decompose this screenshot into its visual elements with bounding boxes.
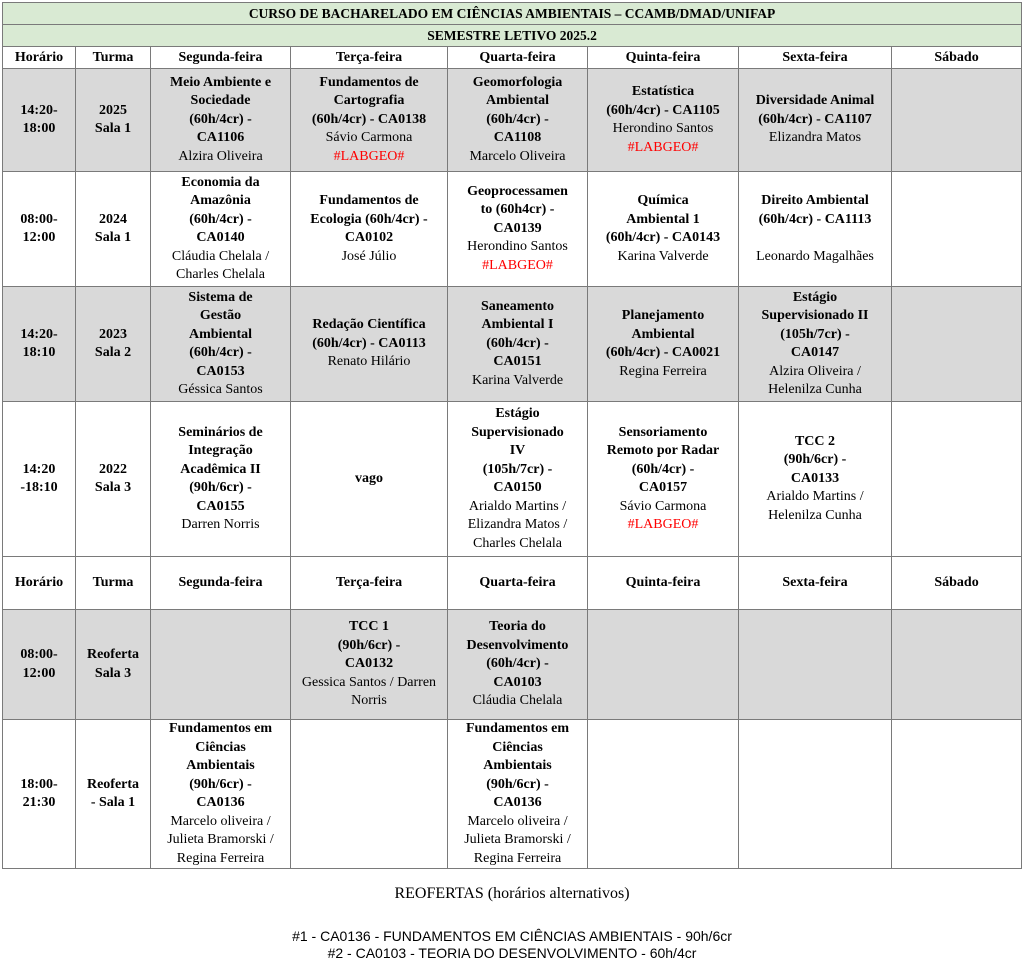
turma-cell <box>76 287 151 402</box>
course-cell <box>291 720 448 869</box>
cell-line: Regina Ferreira <box>473 850 562 866</box>
course-cell <box>291 69 448 172</box>
cell-line: Seminários de <box>178 424 263 440</box>
time-slot <box>3 720 76 869</box>
cell-line: Charles Chelala <box>472 535 563 551</box>
time-slot <box>3 402 76 557</box>
schedule-row <box>3 287 1022 402</box>
course-cell <box>151 720 291 869</box>
header-terca: Terça-feira <box>291 557 448 610</box>
cell-line: (90h/6cr) - <box>189 480 252 495</box>
cell-line: Darren Norris <box>181 517 260 532</box>
course-cell <box>588 172 739 287</box>
cell-line: Ambientais <box>483 758 552 773</box>
cell-line: (60h/4cr) - CA0113 <box>312 335 426 351</box>
header-row <box>3 47 1022 69</box>
cell-line: (60h/4cr) - <box>486 111 549 127</box>
cell-line: (60h/4cr) - <box>189 345 252 360</box>
header-segunda: Segunda-feira <box>151 47 291 69</box>
course-cell <box>892 610 1022 720</box>
turma-cell <box>76 172 151 287</box>
course-cell <box>151 610 291 720</box>
course-cell <box>739 720 892 869</box>
cell-line: - Sala 1 <box>90 795 136 810</box>
cell-line: Reoferta <box>86 776 140 792</box>
cell-line: Saneamento <box>480 298 555 314</box>
header-sabado: Sábado <box>892 47 1022 69</box>
course-cell <box>151 69 291 172</box>
course-cell <box>291 172 448 287</box>
semester-title: SEMESTRE LETIVO 2025.2 <box>3 25 1022 47</box>
cell-line: Economia da <box>181 174 260 190</box>
cell-line: Sávio Carmona <box>619 498 707 514</box>
cell-line: Julieta Bramorski / <box>167 832 274 847</box>
cell-line: CA0139 <box>493 220 542 236</box>
course-cell <box>892 402 1022 557</box>
cell-line: Charles Chelala <box>175 267 266 282</box>
cell-line: Ambientais <box>186 758 255 773</box>
cell-line: IV <box>509 443 526 458</box>
cell-line: 18:00- <box>20 776 58 792</box>
cell-line: Karina Valverde <box>617 248 709 264</box>
cell-line: Fundamentos em <box>465 721 570 736</box>
cell-line: 08:00- <box>20 211 58 227</box>
header-segunda: Segunda-feira <box>151 557 291 610</box>
header-horario: Horário <box>3 47 76 69</box>
cell-line: Sala 2 <box>94 345 132 360</box>
cell-line: Ambiental <box>631 326 695 342</box>
cell-line: Estágio <box>792 289 838 305</box>
cell-line: Leonardo Magalhães <box>756 248 874 264</box>
cell-line: TCC 1 <box>348 619 390 635</box>
cell-line: Norris <box>351 693 387 709</box>
cell-line: CA0102 <box>344 230 394 245</box>
cell-line: Sala 3 <box>94 480 132 495</box>
header-sexta: Sexta-feira <box>739 47 892 69</box>
cell-line: Renato Hilário <box>327 354 411 370</box>
labgeo-tag: #LABGEO# <box>482 257 553 273</box>
header-quinta: Quinta-feira <box>588 557 739 610</box>
course-cell <box>739 287 892 402</box>
schedule-row <box>3 720 1022 869</box>
cell-line: Géssica Santos <box>178 382 263 397</box>
cell-line: Estágio <box>495 406 540 421</box>
cell-line: Integração <box>188 443 253 458</box>
cell-line: CA0153 <box>196 363 245 379</box>
cell-line: CA0140 <box>196 230 245 245</box>
cell-line: Regina Ferreira <box>619 363 707 379</box>
header-sexta: Sexta-feira <box>739 557 892 610</box>
cell-line: CA1106 <box>196 130 245 146</box>
header-turma: Turma <box>76 557 151 610</box>
cell-line: (90h/6cr) - <box>189 776 252 792</box>
cell-line: Alzira Oliveira <box>178 148 263 164</box>
header-horario: Horário <box>3 557 76 610</box>
course-cell <box>291 287 448 402</box>
course-cell <box>448 610 588 720</box>
cell-line: Geoprocessamen <box>467 183 568 199</box>
cell-line: (60h/4cr) - CA0138 <box>311 111 427 127</box>
turma-cell <box>76 402 151 557</box>
cell-line: Diversidade Animal <box>755 93 875 109</box>
labgeo-tag: #LABGEO# <box>627 517 699 532</box>
cell-line: (90h/6cr) - <box>486 776 549 792</box>
cell-line: Planejamento <box>621 308 705 323</box>
cell-line: (60h/4cr) - <box>189 111 252 127</box>
cell-line: CA0157 <box>638 480 688 495</box>
course-cell <box>448 287 588 402</box>
cell-line: CA0136 <box>196 795 245 810</box>
cell-line: 2023 <box>99 326 127 342</box>
cell-line: (60h/4cr) - <box>189 211 252 227</box>
cell-line: Herondino Santos <box>612 121 714 136</box>
cell-line: Fundamentos de <box>319 74 419 90</box>
schedule-row <box>3 69 1022 172</box>
cell-line: (60h/4cr) - CA1113 <box>758 211 872 227</box>
cell-line: Supervisionado <box>471 424 564 440</box>
course-cell <box>448 172 588 287</box>
schedule-table <box>2 2 1022 869</box>
header-row-repeat <box>3 557 1022 610</box>
cell-line: Acadêmica II <box>180 461 261 477</box>
course-cell <box>588 69 739 172</box>
header-quinta: Quinta-feira <box>588 47 739 69</box>
course-cell <box>892 172 1022 287</box>
cell-line: Arialdo Martins / <box>468 498 567 514</box>
cell-line: Sala 1 <box>94 121 132 136</box>
cell-line: Gestão <box>199 308 242 323</box>
cell-line: Ambiental I <box>481 317 554 333</box>
course-cell <box>588 610 739 720</box>
cell-line: CA0151 <box>493 354 542 370</box>
cell-line: CA0150 <box>493 480 542 495</box>
cell-line: Karina Valverde <box>471 372 564 388</box>
course-cell <box>291 402 448 557</box>
cell-line: 21:30 <box>22 795 56 810</box>
course-cell <box>892 287 1022 402</box>
cell-line: Arialdo Martins / <box>766 489 864 505</box>
cell-line: Marcelo oliveira / <box>467 813 568 829</box>
cell-line: Redação Científica <box>312 317 426 333</box>
cell-line: (105h/7cr) - <box>780 326 850 342</box>
cell-line: 14:20- <box>20 326 58 342</box>
header-terca: Terça-feira <box>291 47 448 69</box>
cell-line: Gessica Santos / Darren <box>301 674 437 690</box>
cell-line: Elizandra Matos <box>768 130 862 146</box>
cell-line: 2024 <box>99 211 127 227</box>
course-cell <box>739 172 892 287</box>
course-cell <box>739 610 892 720</box>
cell-line: Sistema de <box>188 289 253 305</box>
labgeo-tag: #LABGEO# <box>333 148 405 164</box>
cell-line: Fundamentos de <box>319 193 419 208</box>
cell-line: CA0136 <box>493 795 542 810</box>
cell-line: (60h/4cr) - <box>486 335 549 351</box>
labgeo-tag: #LABGEO# <box>627 139 699 155</box>
cell-line: (60h/4cr) - CA1107 <box>758 111 872 127</box>
cell-line: Meio Ambiente e <box>169 74 272 90</box>
header-sabado: Sábado <box>892 557 1022 610</box>
cell-line: Geomorfologia <box>472 74 563 90</box>
cell-line: Supervisionado II <box>761 308 869 323</box>
course-cell <box>588 287 739 402</box>
cell-line: TCC 2 <box>794 433 836 449</box>
cell-line: to (60h4cr) - <box>480 202 555 218</box>
cell-line: Direito Ambiental <box>761 193 869 208</box>
cell-line: CA0133 <box>790 470 840 486</box>
course-cell <box>739 69 892 172</box>
cell-line: CA0147 <box>790 345 840 360</box>
course-cell <box>448 69 588 172</box>
cell-line: Reoferta <box>86 647 140 662</box>
cell-line: (60h/4cr) - <box>631 461 695 477</box>
cell-line: 08:00- <box>20 647 58 662</box>
schedule-row <box>3 172 1022 287</box>
cell-line: 18:10 <box>22 345 56 360</box>
time-slot <box>3 287 76 402</box>
cell-line: Ecologia (60h/4cr) - <box>310 211 428 227</box>
cell-line: CA0132 <box>344 656 394 672</box>
cell-line: Herondino Santos <box>467 239 568 255</box>
cell-line: Ambiental 1 <box>626 211 700 227</box>
reoferta-item-2: #2 - CA0103 - TEORIA DO DESENVOLVIMENTO - 60h/4cr <box>327 945 697 961</box>
course-cell <box>151 287 291 402</box>
turma-cell <box>76 610 151 720</box>
cell-line: Ambiental <box>189 326 252 342</box>
cell-line <box>741 229 889 248</box>
time-slot <box>3 172 76 287</box>
cell-line: Fundamentos em <box>168 721 273 736</box>
cell-line: 18:00 <box>22 121 56 136</box>
cell-line: 2025 <box>99 102 127 118</box>
cell-line: Cláudia Chelala <box>472 693 563 709</box>
header-quarta: Quarta-feira <box>448 47 588 69</box>
cell-line: José Júlio <box>341 248 397 264</box>
course-cell <box>151 402 291 557</box>
cell-line: Remoto por Radar <box>606 443 720 458</box>
cell-line: Ciências <box>492 739 543 755</box>
cell-line: Marcelo Oliveira <box>469 148 566 164</box>
cell-line: (60h/4cr) - <box>486 656 549 672</box>
cell-line: Julieta Bramorski / <box>464 832 571 847</box>
course-cell <box>151 172 291 287</box>
course-cell <box>588 720 739 869</box>
header-turma: Turma <box>76 47 151 69</box>
course-cell <box>588 402 739 557</box>
cell-line: vago <box>355 470 383 486</box>
time-slot <box>3 610 76 720</box>
semester-row <box>3 25 1022 47</box>
cell-line: Sávio Carmona <box>325 130 413 146</box>
course-cell <box>448 402 588 557</box>
course-title-row <box>3 3 1022 25</box>
cell-line: Amazônia <box>190 193 251 208</box>
cell-line: Helenilza Cunha <box>768 382 862 397</box>
cell-line: Ambiental <box>486 93 549 109</box>
cell-line: (90h/6cr) - <box>783 452 847 468</box>
turma-cell <box>76 720 151 869</box>
cell-line: 14:20 <box>22 461 56 477</box>
cell-line: (60h/4cr) - CA0143 <box>605 230 721 245</box>
cell-line: CA1108 <box>493 130 542 146</box>
cell-line: Ciências <box>195 739 246 755</box>
cell-line: (90h/6cr) - <box>337 637 401 653</box>
cell-line: Sensoriamento <box>618 424 708 440</box>
cell-line: 12:00 <box>22 230 56 245</box>
course-title: CURSO DE BACHARELADO EM CIÊNCIAS AMBIENTAIS – CCAMB/DMAD/UNIFAP <box>3 3 1022 25</box>
cell-line: -18:10 <box>20 480 58 495</box>
cell-line: Regina Ferreira <box>176 850 265 866</box>
course-cell <box>892 720 1022 869</box>
cell-line: CA0155 <box>196 498 245 514</box>
cell-line: Cláudia Chelala / <box>171 248 270 264</box>
cell-line: Sala 1 <box>94 230 132 245</box>
cell-line: (60h/4cr) - CA0021 <box>605 345 721 360</box>
schedule-row <box>3 402 1022 557</box>
cell-line: Marcelo oliveira / <box>170 813 271 829</box>
cell-line: (60h/4cr) - CA1105 <box>606 102 720 118</box>
cell-line: Estatística <box>631 84 695 99</box>
course-cell <box>739 402 892 557</box>
cell-line: Sala 3 <box>94 665 132 681</box>
turma-cell <box>76 69 151 172</box>
header-quarta: Quarta-feira <box>448 557 588 610</box>
cell-line: Desenvolvimento <box>466 637 569 653</box>
cell-line: Elizandra Matos / <box>467 517 568 532</box>
course-cell <box>291 610 448 720</box>
reoferta-item-1: #1 - CA0136 - FUNDAMENTOS EM CIÊNCIAS AMBIENTAIS - 90h/6cr <box>292 928 732 944</box>
course-cell <box>892 69 1022 172</box>
cell-line: (105h/7cr) - <box>482 461 553 477</box>
cell-line: 12:00 <box>22 665 56 681</box>
cell-line: Sociedade <box>190 93 251 109</box>
cell-line: Teoria do <box>489 619 546 635</box>
cell-line: 14:20- <box>20 102 58 118</box>
cell-line: CA0103 <box>493 674 542 690</box>
cell-line: Química <box>637 193 689 208</box>
cell-line: 2022 <box>99 461 127 477</box>
cell-line: Helenilza Cunha <box>768 507 862 523</box>
time-slot <box>3 69 76 172</box>
reofertas-title: REOFERTAS (horários alternativos) <box>394 885 630 902</box>
course-cell <box>448 720 588 869</box>
cell-line: Cartografia <box>333 93 405 109</box>
cell-line: Alzira Oliveira / <box>769 363 861 379</box>
schedule-row <box>3 610 1022 720</box>
